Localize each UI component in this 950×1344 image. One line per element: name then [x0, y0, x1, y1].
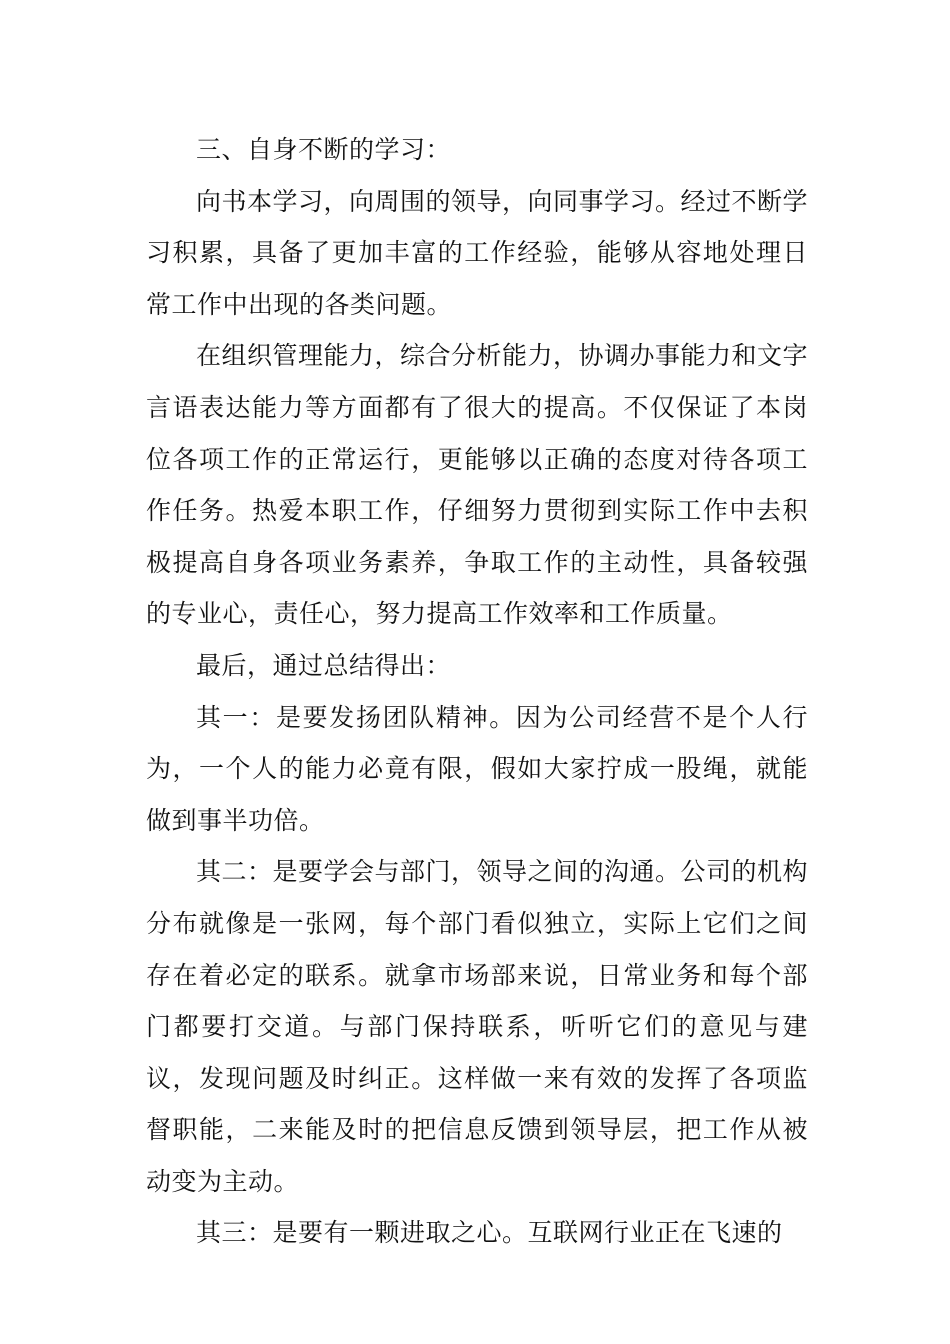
paragraph-point-two: 其二：是要学会与部门，领导之间的沟通。公司的机构分布就像是一张网，每个部门看似独立，实际上它们之间存在着必定的联系。就拿市场部来说，日常业务和每个部门都要打交道。与部门保持联系，听听它们的意见与建议，发现问题及时纠正。这样做一来有效的发挥了各项监督职能，二来能及时的把信息反馈到领导层，把工作从被动变为主动。	[146, 857, 809, 1196]
paragraph-point-one: 其一：是要发扬团队精神。因为公司经营不是个人行为，一个人的能力必竟有限，假如大家拧成一股绳，就能做到事半功倍。	[146, 702, 808, 835]
paragraph-abilities: 在组织管理能力，综合分析能力，协调办事能力和文字言语表达能力等方面都有了很大的提高。不仅保证了本岗位各项工作的正常运行，更能够以正确的态度对待各项工作任务。热爱本职工作，仔细努力贯彻到实际工作中去积极提高自身各项业务素养，争取工作的主动性，具备较强的专业心，责任心，努力提高工作效率和工作质量。	[146, 341, 809, 629]
paragraph-learning: 向书本学习，向周围的领导，向同事学习。经过不断学习积累，具备了更加丰富的工作经验，能够从容地处理日常工作中出现的各类问题。	[146, 186, 809, 319]
paragraph-conclusion-intro: 最后，通过总结得出：	[196, 650, 452, 680]
paragraph-point-three: 其三：是要有一颗进取之心。互联网行业正在飞速的	[196, 1218, 783, 1248]
section-heading-self-learning: 三、自身不断的学习：	[196, 135, 452, 164]
document-body	[146, 124, 808, 1259]
